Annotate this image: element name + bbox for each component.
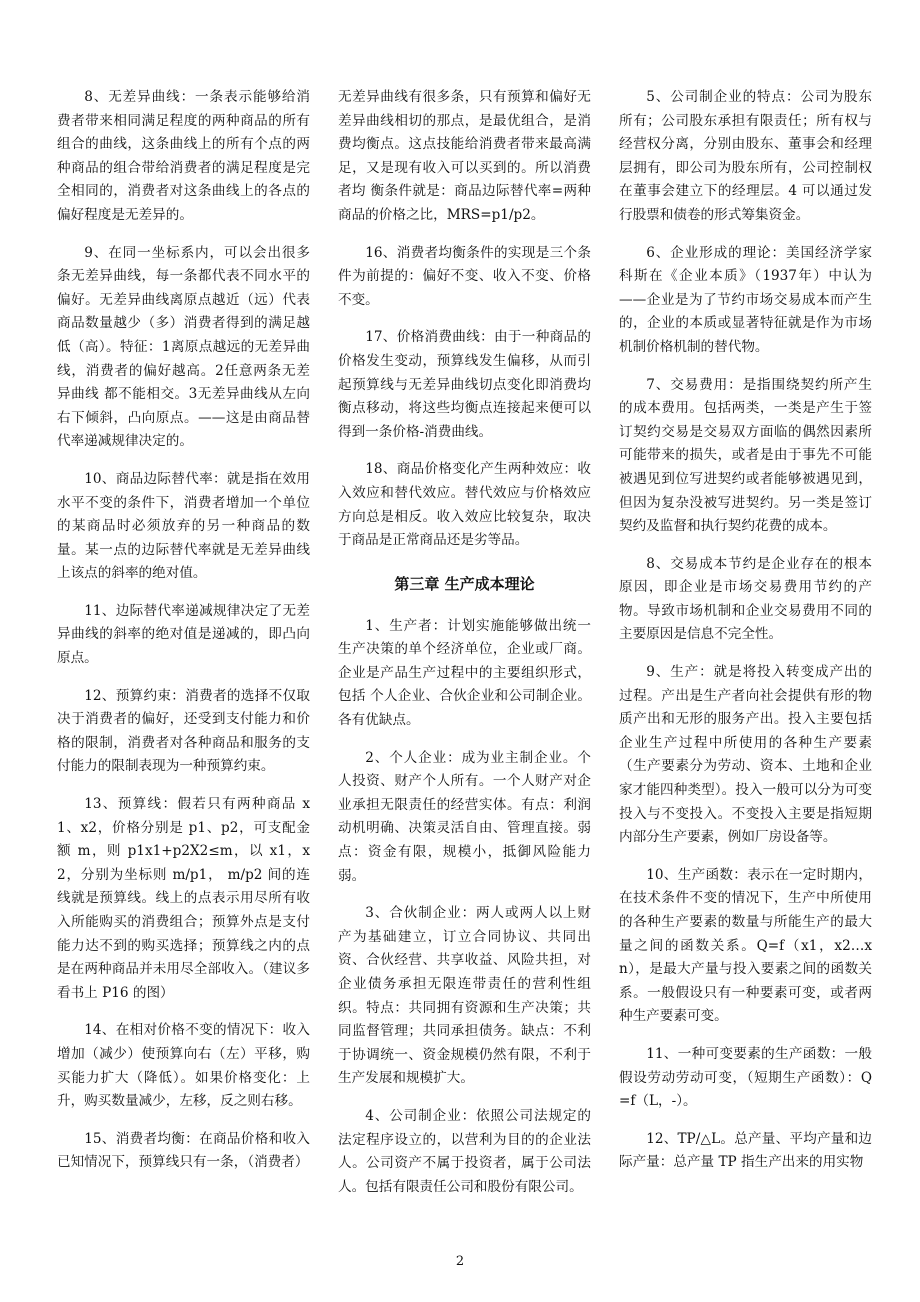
paragraph: 5、公司制企业的特点：公司为股东所有；公司股东承担有限责任；所有权与经营权分离，分别由股东、董事会和经理层拥有，即公司为股东所有，公司控制权在董事会建立下的经理层。4 可以通过发行股票和债卷的形式筹集资金。 <box>619 89 872 223</box>
column-3 <box>619 86 872 1189</box>
paragraph: 6、企业形成的理论：美国经济学家科斯在《企业本质》（1937年）中认为——企业是为了节约市场交易成本而产生的，企业的本质或显著特征就是作为市场机制价格机制的替代物。 <box>619 244 872 355</box>
paragraph: 4、公司制企业：依照公司法规定的法定程序设立的，以营利为目的的企业法人。公司资产不属于投资者，属于公司法人。包括有限责任公司和股份有限公司。 <box>338 1107 591 1195</box>
paragraph: 无差异曲线有很多条，只有预算和偏好无差异曲线相切的那点，是最优组合，是消费均衡点。这点技能给消费者带来最高满足，又是现有收入可以买到的。所以消费者均 衡条件就是：商品边际替代率=两种商品的价格之比，MRS=p1/p2。 <box>338 89 591 223</box>
paragraph: 9、在同一坐标系内，可以会出很多条无差异曲线，每一条都代表不同水平的偏好。无差异曲线离原点越近（远）代表商品数量越少（多）消费者得到的满足越低（高）。特征：1离原点越远的无差异曲线，消费者的偏好越高。2任意两条无差异曲线 都不能相交。3无差异曲线从左向右下倾斜，凸向原点。——这是由商品替代率递减规律决定的。 <box>57 244 310 450</box>
paragraph: 8、交易成本节约是企业存在的根本原因，即企业是市场交易费用节约的产物。导致市场机制和企业交易费用不同的主要原因是信息不完全性。 <box>619 555 872 643</box>
column-1 <box>57 86 310 1189</box>
paragraph: 7、交易费用：是指围绕契约所产生的成本费用。包括两类，一类是产生于签订契约交易是交易双方面临的偶然因素所可能带来的损失，或者是由于事先不可能被遇见到位写进契约或者能够被遇见到，但因为复杂没被写进契约。另一类是签订契约及监督和执行契约花费的成本。 <box>619 376 872 535</box>
column-2 <box>338 86 591 1213</box>
paragraph: 9、生产：就是将投入转变成产出的过程。产出是生产者向社会提供有形的物质产出和无形的服务产出。投入主要包括企业生产过程中所使用的各种生产要素（生产要素分为劳动、资本、土地和企业家才能四种类型）。投入一般可以分为可变投入与不变投入。不变投入主要是指短期内部分生产要素，例如厂房设备等。 <box>619 664 872 846</box>
paragraph: 8、无差异曲线：一条表示能够给消费者带来相同满足程度的两种商品的所有组合的曲线，这条曲线上的所有个点的两种商品的组合带给消费者的满足程度是完全相同的，消费者对这条曲线上的各点的偏好程度是无差异的。 <box>57 89 310 223</box>
paragraph: 12、预算约束：消费者的选择不仅取决于消费者的偏好，还受到支付能力和价格的限制，消费者对各种商品和服务的支付能力的限制表现为一种预算约束。 <box>57 687 310 775</box>
paragraph: 15、消费者均衡：在商品价格和收入已知情况下，预算线只有一条，（消费者） <box>57 1130 310 1171</box>
paragraph: 11、一种可变要素的生产函数：一般假设劳动劳动可变，（短期生产函数）：Q=f（L，-）。 <box>619 1045 872 1110</box>
page-number: 2 <box>455 1254 465 1269</box>
paragraph: 10、生产函数：表示在一定时期内，在技术条件不变的情况下，生产中所使用的各种生产要素的数量与所能生产的最大量之间的函数关系。Q=f（x1，x2…xn），是最大产量与投入要素之间的函数关系。一般假设只有一种要素可变，或者两种生产要素可变。 <box>619 866 872 1025</box>
paragraph: 13、预算线：假若只有两种商品 x1、x2，价格分别是 p1、p2，可支配金额 m，则 p1x1+p2X2≤m，以 x1，x2，分别为坐标则 m/p1， m/p2 间的连线就是预算线。线上的点表示用尽所有收入所能购买的消费组合；预算外点是支付能力达不到的购买选择；预算线之内的点是在两种商品并未用尽全部收入。（建议多看书上 P16 的图） <box>57 796 310 1001</box>
paragraph: 3、合伙制企业：两人或两人以上财产为基础建立，订立合同协议、共同出资、合伙经营、共享收益、风险共担，对企业债务承担无限连带责任的营利性组织。特点：共同拥有资源和生产决策；共同监督管理；共同承担债务。缺点：不利于协调统一、资金规模仍然有限，不利于生产发展和规模扩大。 <box>338 905 591 1087</box>
paragraph: 2、个人企业：成为业主制企业。个人投资、财产个人所有。一个人财产对企业承担无限责任的经营实体。有点：利润动机明确、决策灵活自由、管理直接。弱点：资金有限，规模小，抵御风险能力弱。 <box>338 749 591 884</box>
paragraph: 14、在相对价格不变的情况下：收入增加（减少）使预算向右（左）平移，购买能力扩大（降低）。如果价格变化：上升，购买数量减少，左移，反之则右移。 <box>57 1022 310 1110</box>
paragraph: 12、TP/△L。总产量、平均产量和边际产量：总产量 TP 指生产出来的用实物 <box>619 1130 872 1171</box>
chapter-heading: 第三章 生产成本理论 <box>394 574 535 593</box>
paragraph: 1、生产者：计划实施能够做出统一生产决策的单个经济单位，企业或厂商。企业是产品生产过程中的主要组织形式，包括 个人企业、合伙企业和公司制企业。各有优缺点。 <box>338 617 591 729</box>
paragraph: 10、商品边际替代率：就是指在效用水平不变的条件下，消费者增加一个单位的某商品时必须放弃的另一种商品的数量。某一点的边际替代率就是无差异曲线上该点的斜率的绝对值。 <box>57 470 310 582</box>
paragraph: 16、消费者均衡条件的实现是三个条件为前提的：偏好不变、收入不变、价格不变。 <box>338 244 591 308</box>
paragraph: 11、边际替代率递减规律决定了无差异曲线的斜率的绝对值是递减的，即凸向原点。 <box>57 602 310 667</box>
paragraph: 18、商品价格变化产生两种效应：收入效应和替代效应。替代效应与价格效应方向总是相反。收入效应比较复杂，取决于商品是正常商品还是劣等品。 <box>338 461 591 549</box>
paragraph: 17、价格消费曲线：由于一种商品的价格发生变动，预算线发生偏移，从而引起预算线与无差异曲线切点变化即消费均衡点移动，将这些均衡点连接起来便可以得到一条价格-消费曲线。 <box>338 329 591 440</box>
